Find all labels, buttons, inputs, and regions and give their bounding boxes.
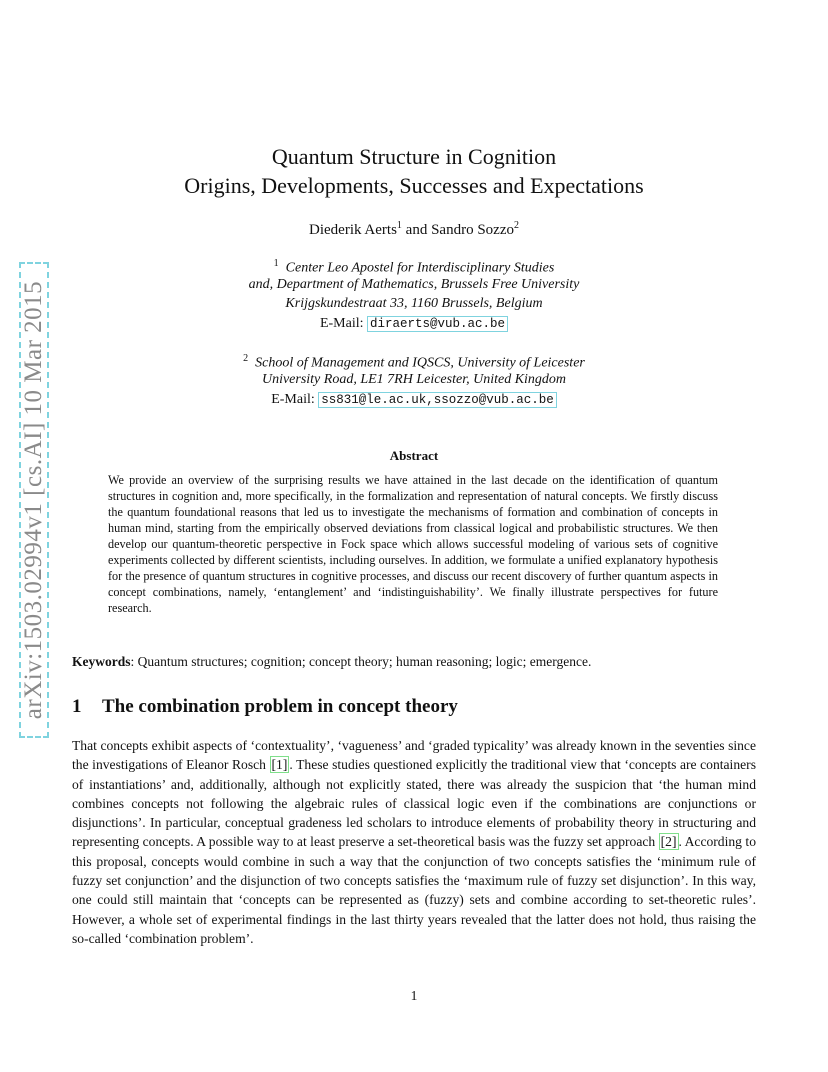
page-number: 1: [410, 988, 418, 1003]
paper-subtitle: Origins, Developments, Successes and Expectations: [184, 173, 644, 198]
affiliation-2-line-1: [0, 353, 828, 372]
paper-title: Quantum Structure in Cognition: [271, 144, 557, 169]
authors: [0, 220, 828, 239]
body-paragraph: [72, 736, 756, 948]
affiliation-2-mark: 2: [243, 353, 249, 364]
section-heading: [72, 696, 458, 718]
keywords: [72, 654, 762, 670]
email-label-1: E-Mail:: [319, 316, 367, 331]
citation-link-2[interactable]: [2]: [660, 834, 677, 850]
affiliation-2-name: School of Management and IQSCS, University of Leicester: [255, 355, 585, 371]
affiliation-2-email-line: [0, 392, 828, 408]
abstract-heading: Abstract: [389, 448, 439, 463]
email-label-2: E-Mail:: [271, 392, 319, 407]
arxiv-stamp[interactable]: [19, 262, 49, 738]
arxiv-id: arXiv:1503.02994v1 [cs.AI] 10 Mar 2015: [20, 280, 47, 720]
abstract-text: We provide an overview of the surprising results we have attained in the last decade on the identification of quantum structures in cognition and, more specifically, in the formalization and representation of natural concepts. We firstly discuss the quantum foundational reasons that led us to investigate the mechanisms of formation and combination of concepts in human mind, starting from the empirically observed deviations from classical logical and probabilistic structures. We then develop our quantum-theoretic perspective in Fock space which allows successful modeling of various sets of cognitive experiments collected by different scientists, including ourselves. In addition, we formulate a unified explanatory hypothesis for the presence of quantum structures in cognitive processes, and discuss our recent discovery of further quantum aspects in concept combinations, namely, ‘entanglement’ and ‘indistinguishability’. We finally illustrate perspectives for future research.: [108, 473, 718, 615]
body-text-part-1: That concepts exhibit aspects of ‘contextuality’, ‘vagueness’ and ‘graded typicality’ was already known in the seventies since the investigations of Eleanor Rosch: [72, 738, 756, 773]
affiliation-1-line-3: [0, 296, 828, 312]
citation-link-1[interactable]: [1]: [271, 757, 288, 773]
author-2-mark: 2: [513, 220, 519, 231]
body-text-part-2: . These studies questioned explicitly the traditional view that ‘concepts are containers of instantiations’ and, additionally, although not explicitly stated, there was already the suspicion that ‘the human mind combines concepts not following the algebraic rules of classical logic even if the combinations are conjunctions or disjunctions’. In particular, conceptual gradeness led scholars to introduce elements of probability theory in structuring and representing concepts. A possible way to at least preserve a set-theoretical basis was the fuzzy set approach: [72, 757, 756, 850]
section-title: The combination problem in concept theory: [102, 696, 458, 717]
author-2: Sandro Sozzo: [431, 222, 514, 238]
affiliation-1-address: Krijgskundestraat 33, 1160 Brussels, Belgium: [285, 296, 543, 311]
authors-and: and: [401, 222, 432, 238]
affiliation-2-address: University Road, LE1 7RH Leicester, United Kingdom: [261, 372, 567, 387]
affiliation-1-mark: 1: [273, 258, 279, 269]
section-number: 1: [72, 696, 82, 717]
email-link-2[interactable]: ss831@le.ac.uk,ssozzo@vub.ac.be: [318, 392, 557, 408]
body-text-part-3: . According to this proposal, concepts would combine in such a way that the conjunction of two concepts satisfies the ‘minimum rule of fuzzy set conjunction’ and the disjunction of two concepts satisfies the ‘maximum rule of fuzzy set disjunction’. In this way, one could still maintain that ‘concepts can be represented as (fuzzy) sets and combine according to set-theoretic rules’. However, a whole set of experimental findings in the last thirty years revealed that the latter does not hold, thus raising the so-called ‘combination problem’.: [72, 834, 756, 946]
author-1: Diederik Aerts: [309, 222, 397, 238]
keywords-label: Keywords: [72, 654, 131, 669]
email-link-1[interactable]: diraerts@vub.ac.be: [367, 316, 508, 332]
affiliation-1-dept: and, Department of Mathematics, Brussels Free University: [248, 277, 580, 292]
affiliation-1-line-1: [0, 258, 828, 277]
affiliation-1-line-2: [0, 277, 828, 293]
author-1-mark: 1: [396, 220, 402, 231]
keywords-text: : Quantum structures; cognition; concept theory; human reasoning; logic; emergence.: [130, 654, 592, 669]
affiliation-1-name: Center Leo Apostel for Interdisciplinary Studies: [285, 260, 555, 276]
affiliation-1-email-line: [0, 316, 828, 332]
affiliation-2-line-2: [0, 372, 828, 388]
